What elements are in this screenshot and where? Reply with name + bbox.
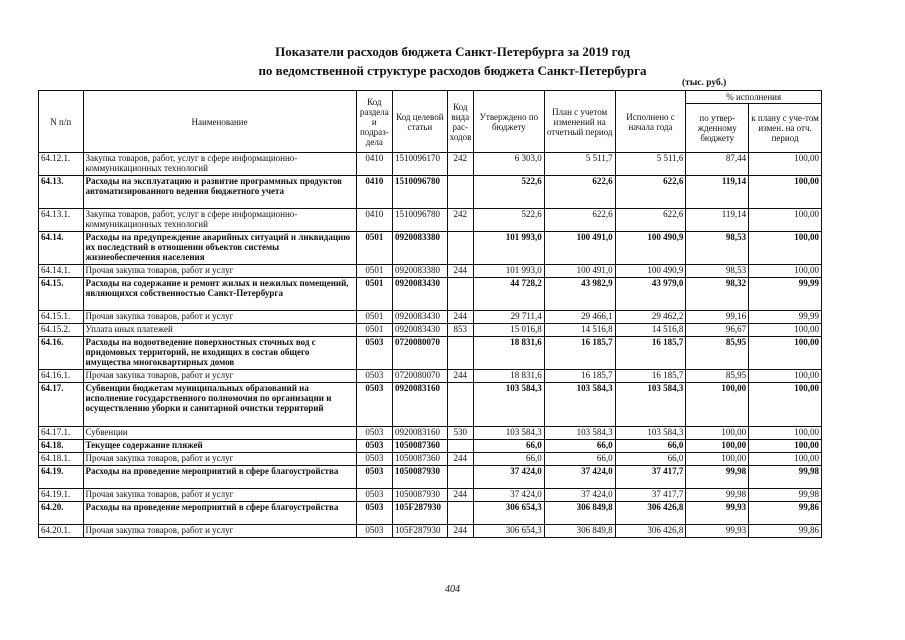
cell-plan: 622,6 [544,176,615,209]
cell-num: 64.18. [39,440,84,453]
cell-approved: 522,6 [473,209,544,232]
table-row [39,383,822,427]
cell-num: 64.15. [39,278,84,311]
table-row [39,209,822,232]
col-header-name: Наименование [83,91,356,153]
cell-approved: 15 016,8 [473,324,544,337]
cell-name: Расходы на предупреждение аварийных ситуаций и ликвидацию их последствий в отношении объектов системы жизнеобеспечения населения [83,232,356,265]
cell-pct-plan: 100,00 [749,324,822,337]
cell-plan: 66,0 [544,440,615,453]
cell-vid [447,176,473,209]
cell-target: 0720080070 [393,337,448,370]
cell-target: 1510096780 [393,176,448,209]
units-label: (тыс. руб.) [682,78,727,88]
table-row [39,278,822,311]
col-header-pct-approved: по утвер-жденному бюджету [686,104,749,153]
cell-target: 1510096780 [393,209,448,232]
cell-razdel: 0410 [356,153,392,176]
cell-num: 64.19. [39,466,84,489]
cell-approved: 306 654,3 [473,502,544,525]
table-row [39,502,822,525]
cell-name: Прочая закупка товаров, работ и услуг [83,370,356,383]
cell-target: 0920083430 [393,324,448,337]
table-row [39,525,822,538]
cell-plan: 622,6 [544,209,615,232]
cell-vid: 244 [447,311,473,324]
table-row [39,466,822,489]
cell-plan: 103 584,3 [544,427,615,440]
table-row [39,440,822,453]
cell-plan: 29 466,1 [544,311,615,324]
cell-pct-approved: 99,93 [686,525,749,538]
cell-pct-approved: 100,00 [686,383,749,427]
cell-pct-plan: 99,99 [749,278,822,311]
cell-num: 64.15.2. [39,324,84,337]
col-header-vid: Код вида рас-ходов [447,91,473,153]
cell-razdel: 0503 [356,525,392,538]
cell-target: 1050087360 [393,453,448,466]
cell-num: 64.20. [39,502,84,525]
cell-executed: 37 417,7 [615,466,686,489]
cell-executed: 14 516,8 [615,324,686,337]
cell-executed: 103 584,3 [615,383,686,427]
cell-num: 64.20.1. [39,525,84,538]
cell-approved: 66,0 [473,440,544,453]
cell-pct-approved: 87,44 [686,153,749,176]
cell-pct-plan: 99,86 [749,502,822,525]
cell-pct-approved: 100,00 [686,427,749,440]
cell-name: Прочая закупка товаров, работ и услуг [83,311,356,324]
table-row [39,265,822,278]
cell-pct-plan: 100,00 [749,176,822,209]
cell-executed: 306 426,8 [615,502,686,525]
cell-pct-approved: 98,53 [686,265,749,278]
cell-num: 64.15.1. [39,311,84,324]
cell-target: 1050087930 [393,466,448,489]
cell-pct-plan: 100,00 [749,383,822,427]
cell-plan: 16 185,7 [544,337,615,370]
cell-pct-approved: 85,95 [686,370,749,383]
cell-pct-approved: 119,14 [686,176,749,209]
cell-num: 64.17.1. [39,427,84,440]
cell-target: 1050087930 [393,489,448,502]
cell-pct-plan: 100,00 [749,153,822,176]
cell-num: 64.13.1. [39,209,84,232]
cell-target: 0920083430 [393,311,448,324]
cell-pct-approved: 100,00 [686,440,749,453]
cell-approved: 66,0 [473,453,544,466]
cell-pct-plan: 99,99 [749,311,822,324]
cell-vid [447,440,473,453]
cell-vid: 244 [447,370,473,383]
cell-executed: 306 426,8 [615,525,686,538]
cell-vid: 244 [447,265,473,278]
cell-pct-approved: 100,00 [686,453,749,466]
cell-vid [447,502,473,525]
cell-pct-plan: 100,00 [749,370,822,383]
cell-plan: 14 516,8 [544,324,615,337]
cell-razdel: 0503 [356,466,392,489]
cell-razdel: 0503 [356,370,392,383]
cell-razdel: 0503 [356,489,392,502]
cell-razdel: 0501 [356,265,392,278]
cell-num: 64.16. [39,337,84,370]
cell-approved: 101 993,0 [473,265,544,278]
cell-razdel: 0503 [356,453,392,466]
cell-pct-plan: 99,98 [749,466,822,489]
cell-approved: 37 424,0 [473,489,544,502]
table-row [39,337,822,370]
col-header-executed: Исполнено с начала года [615,91,686,153]
cell-plan: 100 491,0 [544,265,615,278]
cell-plan: 306 849,8 [544,502,615,525]
cell-executed: 37 417,7 [615,489,686,502]
cell-pct-plan: 100,00 [749,427,822,440]
cell-executed: 16 185,7 [615,370,686,383]
cell-plan: 37 424,0 [544,489,615,502]
cell-vid: 244 [447,453,473,466]
cell-num: 64.14. [39,232,84,265]
col-header-pct-group: % исполнения [686,91,822,104]
cell-razdel: 0503 [356,383,392,427]
cell-razdel: 0410 [356,176,392,209]
col-header-razdel: Код раздела и подраз-дела [356,91,392,153]
cell-pct-approved: 85,95 [686,337,749,370]
table-row [39,311,822,324]
cell-target: 0920083380 [393,232,448,265]
cell-executed: 16 185,7 [615,337,686,370]
cell-razdel: 0503 [356,427,392,440]
cell-approved: 522,6 [473,176,544,209]
cell-pct-approved: 99,93 [686,502,749,525]
cell-num: 64.12.1. [39,153,84,176]
cell-vid: 244 [447,525,473,538]
cell-pct-plan: 100,00 [749,337,822,370]
cell-pct-approved: 96,67 [686,324,749,337]
cell-razdel: 0503 [356,337,392,370]
table-row [39,427,822,440]
cell-executed: 622,6 [615,176,686,209]
cell-plan: 306 849,8 [544,525,615,538]
cell-target: 0920083160 [393,427,448,440]
cell-pct-approved: 99,98 [686,489,749,502]
cell-num: 64.17. [39,383,84,427]
cell-name: Уплата иных платежей [83,324,356,337]
cell-num: 64.16.1. [39,370,84,383]
cell-num: 64.13. [39,176,84,209]
cell-approved: 37 424,0 [473,466,544,489]
cell-target: 0920083380 [393,265,448,278]
report-title: Показатели расходов бюджета Санкт-Петербурга за 2019 год [275,44,630,59]
cell-pct-plan: 99,98 [749,489,822,502]
cell-approved: 101 993,0 [473,232,544,265]
cell-pct-approved: 99,16 [686,311,749,324]
col-header-approved: Утверждено по бюджету [473,91,544,153]
cell-name: Расходы на проведение мероприятий в сфере благоустройства [83,466,356,489]
table-row [39,324,822,337]
cell-razdel: 0503 [356,502,392,525]
cell-name: Расходы на эксплуатацию и развитие программных продуктов автоматизированного ведения бюджетного учета [83,176,356,209]
cell-num: 64.14.1. [39,265,84,278]
table-row [39,370,822,383]
cell-executed: 43 979,0 [615,278,686,311]
cell-target: 1050087360 [393,440,448,453]
cell-vid: 242 [447,153,473,176]
page-number: 404 [445,584,460,595]
cell-pct-approved: 98,53 [686,232,749,265]
cell-plan: 16 185,7 [544,370,615,383]
cell-name: Субвенции бюджетам муниципальных образований на исполнение государственного полномочия по организации и осуществлению уборки и санитарной очистки территорий [83,383,356,427]
cell-approved: 103 584,3 [473,427,544,440]
table-body [39,153,822,538]
cell-name: Прочая закупка товаров, работ и услуг [83,453,356,466]
cell-vid: 244 [447,489,473,502]
cell-vid [447,232,473,265]
cell-vid [447,278,473,311]
cell-pct-approved: 98,32 [686,278,749,311]
cell-pct-approved: 119,14 [686,209,749,232]
cell-razdel: 0503 [356,440,392,453]
cell-pct-plan: 100,00 [749,453,822,466]
cell-executed: 100 490,9 [615,232,686,265]
cell-executed: 103 584,3 [615,427,686,440]
cell-razdel: 0501 [356,232,392,265]
cell-vid [447,337,473,370]
cell-name: Текущее содержание пляжей [83,440,356,453]
cell-target: 0720080070 [393,370,448,383]
cell-num: 64.19.1. [39,489,84,502]
cell-approved: 18 831,6 [473,337,544,370]
cell-plan: 100 491,0 [544,232,615,265]
cell-target: 1510096170 [393,153,448,176]
cell-approved: 18 831,6 [473,370,544,383]
table-row [39,453,822,466]
cell-executed: 66,0 [615,440,686,453]
cell-pct-plan: 100,00 [749,265,822,278]
table-row [39,489,822,502]
cell-target: 105F287930 [393,525,448,538]
cell-executed: 100 490,9 [615,265,686,278]
cell-plan: 103 584,3 [544,383,615,427]
cell-pct-plan: 100,00 [749,232,822,265]
cell-name: Расходы на проведение мероприятий в сфере благоустройства [83,502,356,525]
cell-name: Закупка товаров, работ, услуг в сфере информационно-коммуникационных технологий [83,209,356,232]
cell-executed: 622,6 [615,209,686,232]
cell-approved: 306 654,3 [473,525,544,538]
cell-name: Расходы на водоотведение поверхностных сточных вод с придомовых территорий, не входящих в состав общего имущества многоквартирных домов [83,337,356,370]
cell-name: Прочая закупка товаров, работ и услуг [83,489,356,502]
cell-approved: 44 728,2 [473,278,544,311]
cell-target: 0920083430 [393,278,448,311]
cell-pct-approved: 99,98 [686,466,749,489]
cell-plan: 43 982,9 [544,278,615,311]
cell-pct-plan: 99,86 [749,525,822,538]
cell-executed: 29 462,2 [615,311,686,324]
col-header-num: N п/п [39,91,84,153]
cell-target: 0920083160 [393,383,448,427]
col-header-pct-plan: к плану с уче-том измен. на отч. период [749,104,822,153]
cell-num: 64.18.1. [39,453,84,466]
report-subtitle: по ведомственной структуре расходов бюджета Санкт-Петербурга [258,63,647,78]
expenditure-table [38,90,822,538]
cell-approved: 6 303,0 [473,153,544,176]
cell-name: Расходы на содержание и ремонт жилых и нежилых помещений, являющихся собственностью Санкт-Петербурга [83,278,356,311]
cell-name: Прочая закупка товаров, работ и услуг [83,265,356,278]
cell-name: Прочая закупка товаров, работ и услуг [83,525,356,538]
table-row [39,176,822,209]
cell-name: Закупка товаров, работ, услуг в сфере информационно-коммуникационных технологий [83,153,356,176]
cell-plan: 37 424,0 [544,466,615,489]
cell-executed: 5 511,6 [615,153,686,176]
cell-razdel: 0410 [356,209,392,232]
cell-name: Субвенции [83,427,356,440]
cell-approved: 29 711,4 [473,311,544,324]
col-header-plan: План с учетом изменений на отчетный период [544,91,615,153]
cell-vid [447,383,473,427]
cell-vid: 242 [447,209,473,232]
cell-executed: 66,0 [615,453,686,466]
cell-target: 105F287930 [393,502,448,525]
cell-vid: 530 [447,427,473,440]
cell-vid [447,466,473,489]
cell-razdel: 0501 [356,324,392,337]
cell-vid: 853 [447,324,473,337]
col-header-target: Код целевой статьи [393,91,448,153]
cell-pct-plan: 100,00 [749,440,822,453]
cell-razdel: 0501 [356,311,392,324]
cell-pct-plan: 100,00 [749,209,822,232]
cell-approved: 103 584,3 [473,383,544,427]
table-row [39,153,822,176]
cell-plan: 66,0 [544,453,615,466]
cell-razdel: 0501 [356,278,392,311]
table-row [39,232,822,265]
cell-plan: 5 511,7 [544,153,615,176]
